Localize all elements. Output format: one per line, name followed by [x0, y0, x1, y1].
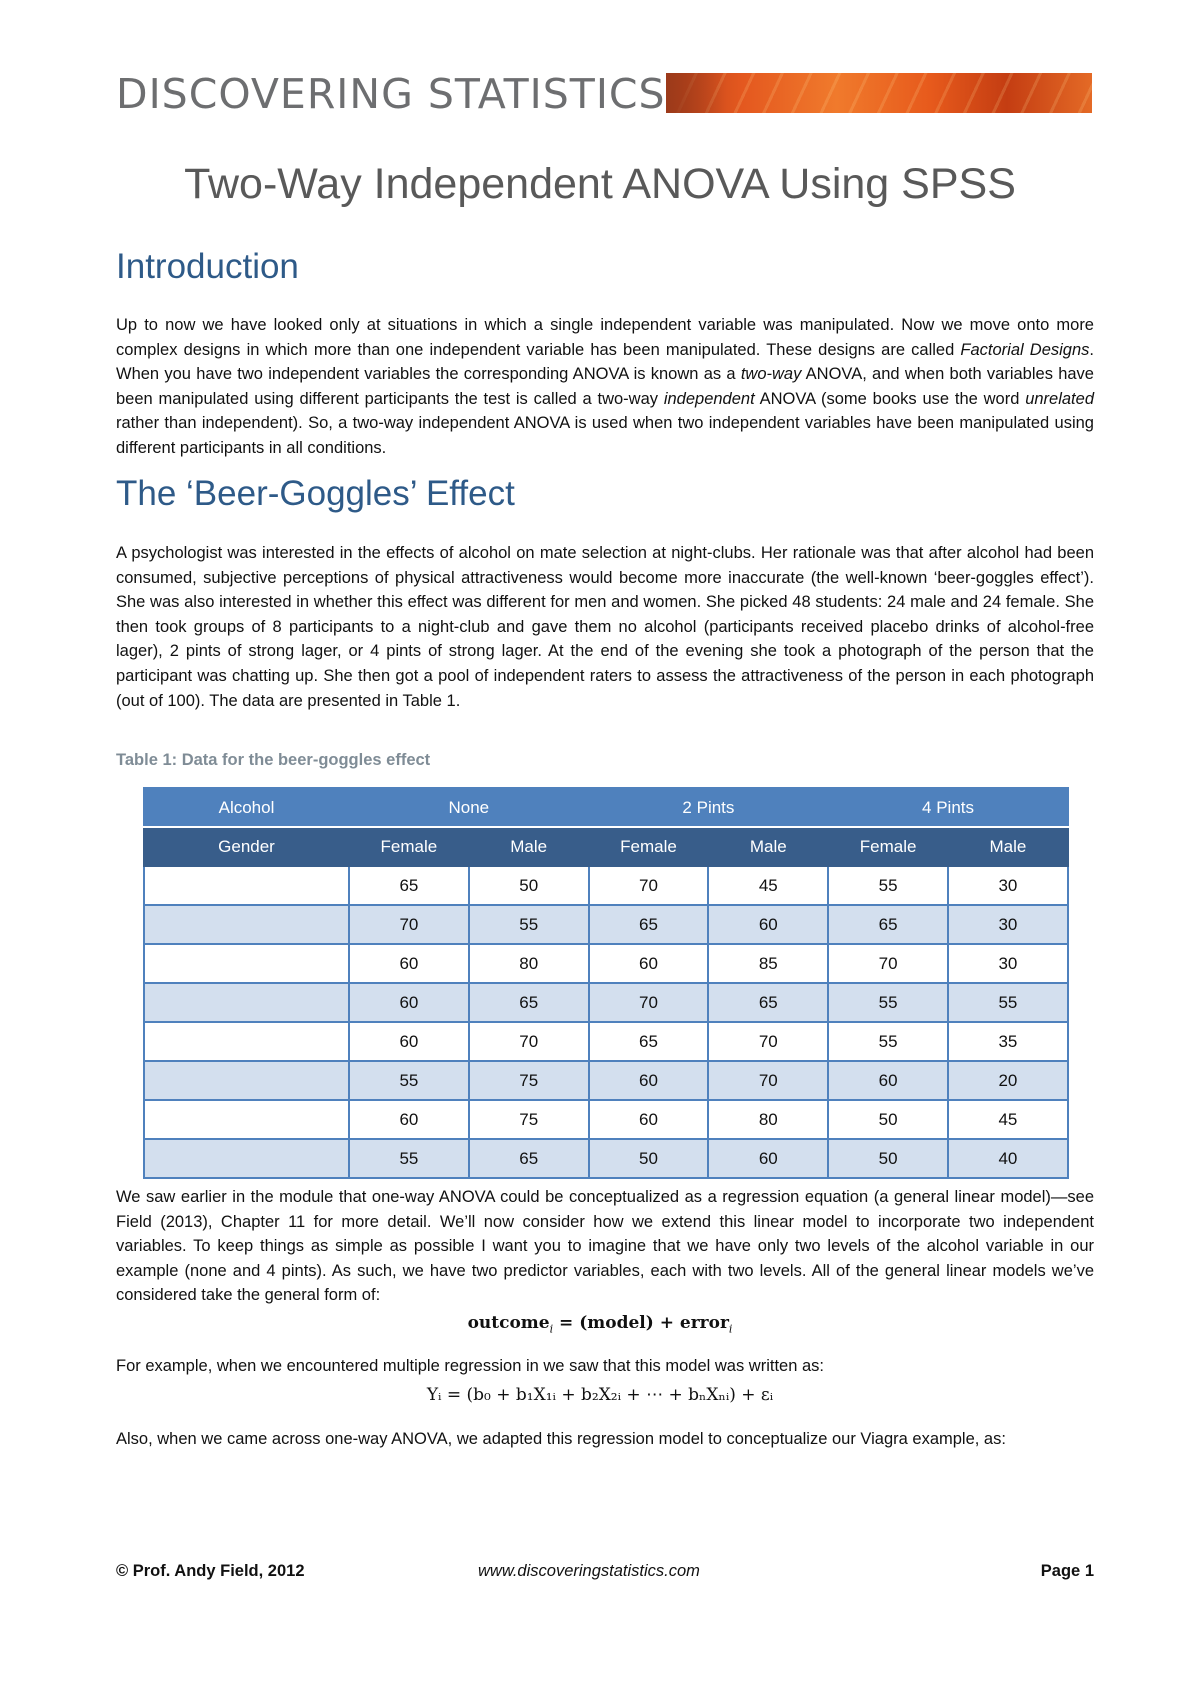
table-cell: 60	[708, 1139, 828, 1178]
table-cell: 70	[349, 905, 469, 944]
table-cell: 70	[708, 1061, 828, 1100]
intro-em-factorial: Factorial Designs	[960, 340, 1090, 359]
table-cell: 60	[828, 1061, 948, 1100]
table-cell: 55	[828, 866, 948, 905]
table-caption: Table 1: Data for the beer-goggles effect	[116, 751, 431, 769]
table-cell: 45	[948, 1100, 1068, 1139]
beer-goggles-paragraph: A psychologist was interested in the effects of alcohol on mate selection at night-clubs. Her rationale was that after alcohol had been consumed, subjective perceptions of physical attractiveness would become more inaccurate (the well-known ‘beer-goggles effect’). She was also interested in whether this effect was different for men and women. She picked 48 students: 24 male and 24 female. She then took groups of 8 participants to a night-club and gave them no alcohol (participants received placebo drinks of alcohol-free lager), 2 pints of strong lager, or 4 pints of strong lager. At the end of the evening she took a photograph of the person that the participant was chatting up. She then got a pool of independent raters to assess the attractiveness of the person in each photograph (out of 100). The data are presented in Table 1.	[116, 544, 1094, 710]
table-cell: 70	[828, 944, 948, 983]
heading-beer-goggles: The ‘Beer-Goggles’ Effect	[116, 474, 515, 513]
intro-em-unrelated: unrelated	[1025, 389, 1094, 408]
intro-text-1: Up to now we have looked only at situations in which a single independent variable was manipulated. Now we move onto more complex designs in which more than one independent variable has been manipulated. These designs are called	[116, 316, 1094, 359]
table-row	[144, 1061, 1068, 1100]
table-cell: 30	[948, 944, 1068, 983]
header-alcohol-label: Alcohol	[144, 788, 349, 827]
table-cell: 70	[589, 983, 709, 1022]
table-cell: 60	[349, 983, 469, 1022]
table-cell: 55	[349, 1139, 469, 1178]
table-row-label-cell	[144, 1139, 349, 1178]
heading-introduction: Introduction	[116, 247, 299, 286]
header-gender-cell: Female	[589, 827, 709, 866]
header-alcohol-none: None	[349, 788, 589, 827]
table-cell: 30	[948, 905, 1068, 944]
header-gender-cell: Female	[349, 827, 469, 866]
table-cell: 60	[349, 1022, 469, 1061]
table-cell: 50	[469, 866, 589, 905]
table-cell: 50	[828, 1139, 948, 1178]
eq-outcome-sub: i	[549, 1322, 554, 1336]
table-cell: 50	[589, 1139, 709, 1178]
table-cell: 40	[948, 1139, 1068, 1178]
table-cell: 55	[828, 983, 948, 1022]
table-cell: 60	[349, 944, 469, 983]
brand-wordmark: DISCOVERING STATISTICS	[116, 70, 666, 118]
table-cell: 65	[708, 983, 828, 1022]
eq-model-error: = (model) + error	[553, 1313, 729, 1333]
table-cell: 70	[708, 1022, 828, 1061]
intro-em-two-way: two-way	[740, 365, 802, 384]
table-cell: 75	[469, 1061, 589, 1100]
page-title: Two-Way Independent ANOVA Using SPSS	[184, 160, 1016, 208]
page-footer	[116, 1562, 1094, 1586]
table-cell: 80	[708, 1100, 828, 1139]
header-alcohol-4-pints: 4 Pints	[828, 788, 1068, 827]
table-row-label-cell	[144, 944, 349, 983]
equation-general-model	[0, 1313, 1200, 1335]
table-cell: 30	[948, 866, 1068, 905]
intro-text-4: ANOVA (some books use the word	[754, 389, 1026, 408]
table-cell: 60	[589, 1061, 709, 1100]
intro-paragraph	[116, 313, 1094, 461]
table-cell: 75	[469, 1100, 589, 1139]
data-table	[143, 787, 1069, 1179]
table-cell: 55	[469, 905, 589, 944]
also-paragraph: Also, when we came across one-way ANOVA, we adapted this regression model to conceptualize our Viagra example, as:	[116, 1430, 1006, 1448]
table-body	[144, 866, 1068, 1178]
table-cell: 65	[828, 905, 948, 944]
intro-em-independent: independent	[663, 389, 755, 408]
table-cell: 85	[708, 944, 828, 983]
table-cell: 65	[469, 1139, 589, 1178]
table-cell: 70	[469, 1022, 589, 1061]
example-paragraph: For example, when we encountered multiple regression in we saw that this model was written as:	[116, 1357, 825, 1375]
table-cell: 55	[828, 1022, 948, 1061]
footer-website-link[interactable]: www.discoveringstatistics.com	[478, 1562, 700, 1580]
intro-text-2: . When you have two independent variables the corresponding ANOVA is known as a	[116, 340, 1094, 384]
footer-page-number: Page 1	[1040, 1562, 1094, 1580]
header-gender-label: Gender	[144, 827, 349, 866]
header-gender-cell: Male	[948, 827, 1068, 866]
header-banner-image	[666, 73, 1092, 113]
table-header-alcohol-row	[144, 788, 1068, 827]
table-cell: 35	[948, 1022, 1068, 1061]
table-cell: 65	[589, 905, 709, 944]
table-cell: 60	[589, 1100, 709, 1139]
table-row	[144, 1100, 1068, 1139]
table-cell: 65	[349, 866, 469, 905]
table-cell: 65	[469, 983, 589, 1022]
table-row-label-cell	[144, 1100, 349, 1139]
table-cell: 80	[469, 944, 589, 983]
eq-error-sub: i	[728, 1322, 733, 1336]
table-cell: 50	[828, 1100, 948, 1139]
table-cell: 55	[349, 1061, 469, 1100]
after-table-paragraph: We saw earlier in the module that one-way ANOVA could be conceptualized as a regression equation (a general linear model)—see Field (2013), Chapter 11 for more detail. We’ll now consider how we extend this linear model to incorporate two independent variables. To keep things as simple as possible I want you to imagine that we have only two levels of the alcohol variable in our example (none and 4 pints). As such, we have two predictor variables, each with two levels. All of the general linear models we’ve considered take the general form of:	[116, 1188, 1094, 1305]
table-row	[144, 944, 1068, 983]
table-row	[144, 866, 1068, 905]
table-cell: 55	[948, 983, 1068, 1022]
header-gender-cell: Male	[469, 827, 589, 866]
table-cell: 60	[589, 944, 709, 983]
table-row	[144, 905, 1068, 944]
table-row-label-cell	[144, 983, 349, 1022]
table-cell: 20	[948, 1061, 1068, 1100]
table-row-label-cell	[144, 1061, 349, 1100]
table-header-gender-row	[144, 827, 1068, 866]
table-row	[144, 983, 1068, 1022]
intro-text-3: ANOVA, and when both variables have been manipulated using different participants the test is called a two-way	[116, 365, 1094, 408]
header-gender-cell: Female	[828, 827, 948, 866]
eq-outcome: outcome	[467, 1313, 550, 1333]
table-cell: 45	[708, 866, 828, 905]
table-row	[144, 1022, 1068, 1061]
table-row-label-cell	[144, 866, 349, 905]
table-cell: 60	[349, 1100, 469, 1139]
table-cell: 60	[708, 905, 828, 944]
intro-text-5: rather than independent). So, a two-way independent ANOVA is used when two independent variables have been manipulated using different participants in all conditions.	[116, 414, 1094, 457]
table-row-label-cell	[144, 1022, 349, 1061]
table-cell: 65	[589, 1022, 709, 1061]
footer-copyright: © Prof. Andy Field, 2012	[116, 1562, 305, 1580]
header-alcohol-2-pints: 2 Pints	[589, 788, 829, 827]
table-cell: 70	[589, 866, 709, 905]
table-row-label-cell	[144, 905, 349, 944]
header-gender-cell: Male	[708, 827, 828, 866]
table-row	[144, 1139, 1068, 1178]
equation-regression: Yᵢ = (b₀ + b₁X₁ᵢ + b₂X₂ᵢ + ⋯ + bₙXₙᵢ) + εᵢ	[426, 1385, 774, 1405]
